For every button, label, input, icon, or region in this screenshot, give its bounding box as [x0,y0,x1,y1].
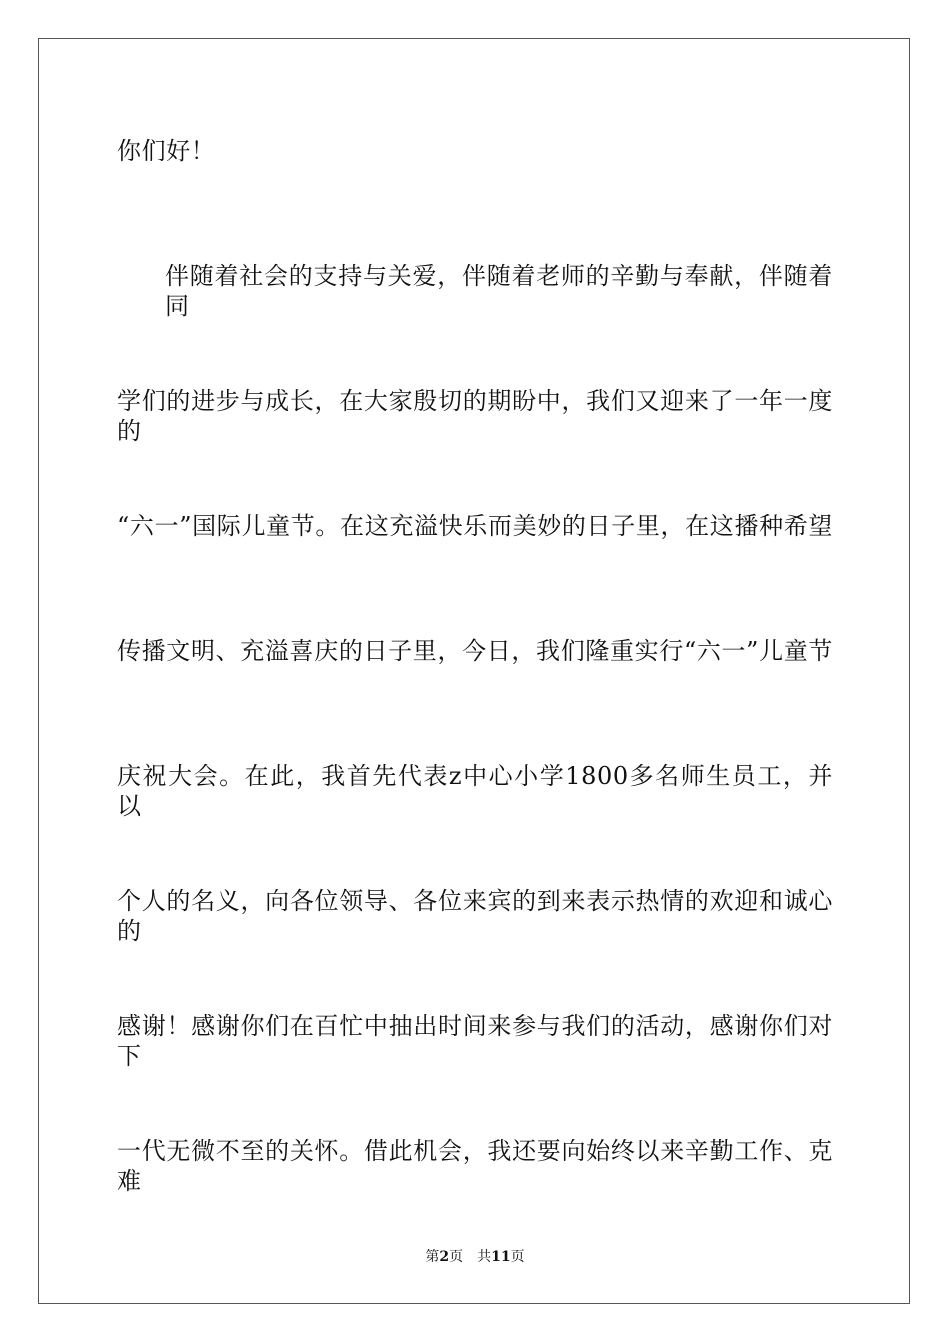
body-line-1: 伴随着社会的支持与关爱，伴随着老师的辛勤与奉献，伴随着同 [165,262,833,320]
page-footer [0,1248,950,1266]
body-line-8: 一代无微不至的关怀。借此机会，我还要向始终以来辛勤工作、克难 [117,1137,833,1195]
page-prefix: 第 [425,1249,440,1265]
total-prefix: 共 [477,1249,492,1265]
page-suffix: 页 [449,1249,464,1265]
body-line-3: “六一”国际儿童节。在这充溢快乐而美妙的日子里，在这播种希望 [117,512,833,540]
page-border [38,38,910,1304]
body-line-2: 学们的进步与成长，在大家殷切的期盼中，我们又迎来了一年一度的 [117,387,833,445]
body-line-4: 传播文明、充溢喜庆的日子里，今日，我们隆重实行“六一”儿童节 [117,637,833,665]
body-line-7: 感谢！感谢你们在百忙中抽出时间来参与我们的活动，感谢你们对下 [117,1012,833,1070]
total-suffix: 页 [510,1249,525,1265]
page-number: 2 [439,1249,450,1265]
greeting-line: 你们好！ [117,137,216,165]
body-line-6: 个人的名义，向各位领导、各位来宾的到来表示热情的欢迎和诚心的 [117,887,833,945]
total-pages: 11 [491,1249,511,1265]
body-line-5: 庆祝大会。在此，我首先代表z中心小学1800多名师生员工，并以 [117,762,833,820]
